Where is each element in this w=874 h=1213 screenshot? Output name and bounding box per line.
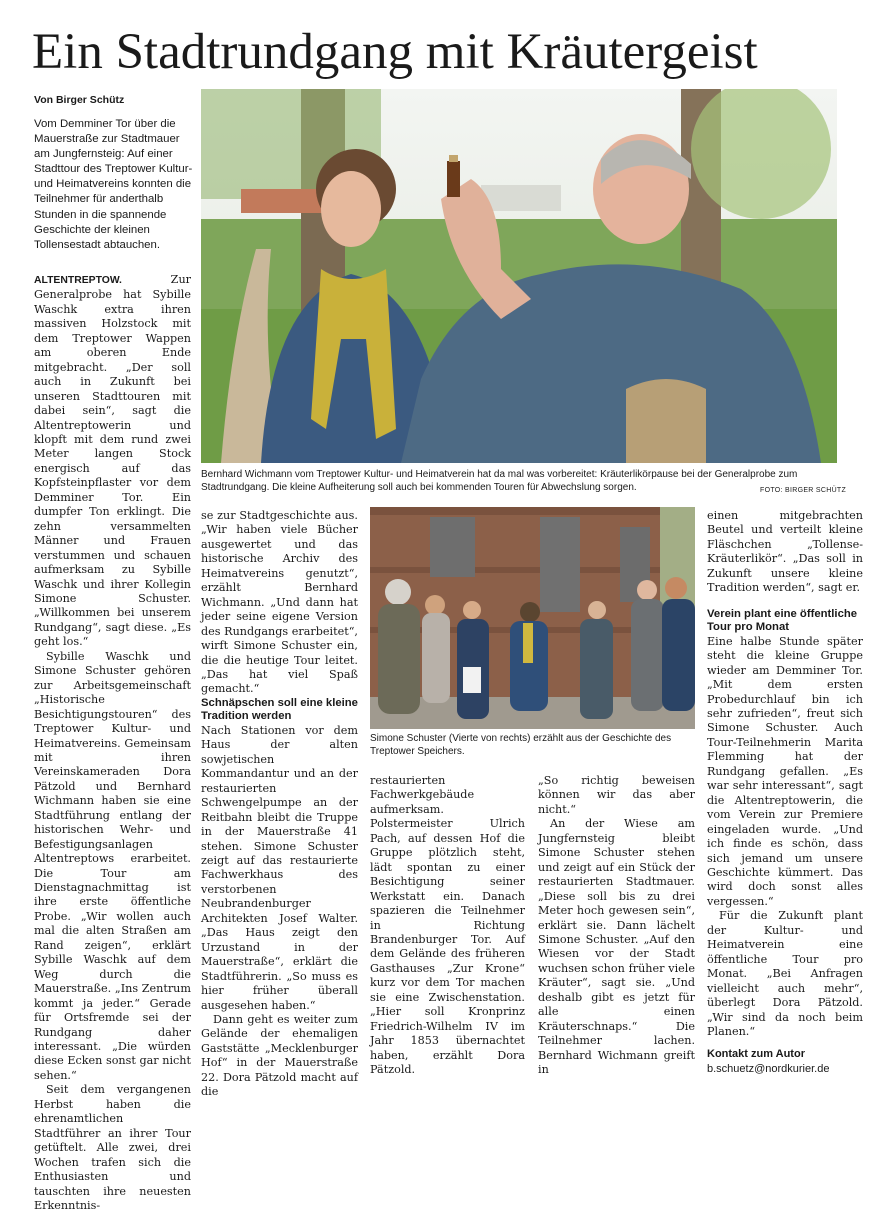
article-column-5 <box>707 509 863 1076</box>
col2-paragraph-2: Nach Stationen vor dem Haus der alten sowjetischen Kommandantur und an der restaurierten Schwengelpumpe an der Reitbahn bleibt die Truppe in der Mauerstraße 41 stehen. Simone Schuster zeigt auf das restaurierte Fachwerkhaus des verstorbenen Neubrandenburger Architekten Josef Walter. „Das Haus zeigt den Urzustand in der Mauerstraße“, erklärt die Stadtführerin. „So muss es hier früher überall ausgesehen haben.“ <box>201 723 358 1012</box>
intro-teaser: Vom Demminer Tor über die Mauerstraße zur Stadtmauer am Jungfernsteig: Auf einer Stadttour des Treptower Kultur- und Heimatvereins konnten die Teilnehmer für anderthalb Stunden in die spannende Geschichte der kleinen Tollensestadt abtauchen. <box>34 118 193 251</box>
col3-paragraph-1: restaurierten Fachwerkgebäude aufmerksam. Polstermeister Ulrich Pach, auf dessen Hof die Gruppe plötzlich steht, lädt spontan zu einer Besichtigung seiner Werkstatt ein. Danach spazieren die Teilnehmer in Richtung Brandenburger Tor. Auf dem Gelände des früheren Gasthauses „Zur Krone“ kurz vor dem Tor machen sie eine Zwischenstation. „Hier soll Kronprinz Friedrich-Wilhelm IV im Jahr 1853 übernachtet haben, erzählt Dora Pätzold. <box>370 774 525 1077</box>
col4-paragraph-2: An der Wiese am Jungfernsteig bleibt Simone Schuster stehen und zeigt auf ein Stück der restaurierten Stadtmauer. „Diese soll bis zu drei Meter hoch gewesen sein“, erklärt sie. Dann lächelt Simone Schuster. „Auf den Wiesen vor der Stadt wuchsen schon früher viele Kräuter“, sagt sie. „Und deshalb gibt es jetzt für alle einen Kräuterschnaps.“ Die Teilnehmer lachen. Bernhard Wichmann greift in <box>538 817 695 1077</box>
main-photo-caption: Bernhard Wichmann vom Treptower Kultur- und Heimatverein hat da mal was vorbereitet: Kräuterlikörpause bei der Generalprobe zum Stadtrundgang. Die kleine Aufheiterung soll auch bei kommenden Touren für Abwechslung sorgen. <box>201 469 798 494</box>
col5-paragraph-3: Für die Zukunft plant der Kultur- und Heimatverein eine öffentliche Tour pro Monat. „Bei Anfragen vielleicht auch mehr“, überlegt Dora Pätzold. „Wir sind da noch beim Planen.“ <box>707 909 863 1038</box>
subhead-tradition: Schnäpschen soll eine kleine Tradition werden <box>201 696 358 723</box>
col1-paragraph-3: Seit dem vergangenen Herbst haben die ehrenamtlichen Stadtführer an ihrer Tour getüftelt. Alle zwei, drei Wochen trafen sich die Enthusiasten und tauschten ihre neuesten Erkenntnis- <box>34 1083 191 1212</box>
col1-paragraph-2: Sybille Waschk und Simone Schuster gehören zur Arbeitsgemeinschaft „Historische Besichtigungstouren“ des Treptower Kultur- und Heimatvereins. Gemeinsam mit ihren Vereinskameraden Dora Pätzold und Bernhard Wichmann haben sie eine Stadtführung entlang der historischen Wehr- und Befestigungsanlagen Altentreptows erarbeitet. Die Tour am Dienstagnachmittag ist ihre erste öffentliche Probe. „Wir wollen auch mal die alten Straßen am Rand zeigen“, erklärt Sybille Waschk auf dem Weg durch die Mauerstraße. „Ins Zentrum kommt ja jeder.“ Gerade für Ortsfremde sei der Rundgang daher interessant. „Die würden diese Ecken sonst gar nicht sehen.“ <box>34 649 191 1082</box>
col5-paragraph-1: einen mitgebrachten Beutel und verteilt kleine Fläschchen „Tollense-Kräuterlikör“. „Das soll in Zukunft unsere kleine Tradition werden“, sagt er. <box>707 509 863 595</box>
col1-paragraph-1: Zur Generalprobe hat Sybille Waschk extra ihren massiven Holzstock mit dem Treptower Wappen am oberen Ende mitgebracht. „Der soll auch in Zukunft bei unseren Stadttouren mit dabei sein“, sagt die Altentreptowerin und klopft mit dem rund zwei Meter langen Stock energisch auf das Kopfsteinpflaster vor dem Demminer Tor. Ein dumpfer Ton erklingt. Die zehn versammelten Männer und Frauen verstummen und schauen aufmerksam zu Sybille Waschk und ihrer Kollegin Simone Schuster. „Willkommen bei unserem Rundgang“, sagt diese. „Es geht los.“ <box>34 273 191 649</box>
photo-credit: FOTO: BIRGER SCHÜTZ <box>760 487 847 494</box>
headline: Ein Stadtrundgang mit Kräutergeist <box>32 24 758 80</box>
col5-paragraph-2: Eine halbe Stunde später steht die kleine Gruppe wieder am Demminer Tor. „Mit dem ersten Probedurchlauf bin ich sehr zufrieden“, freut sich Simone Schuster. Auch Tour-Teilnehmerin Marita Flemming hat der Rundgang gefallen. „Es war sehr interessant“, sagt die Altentreptowerin, die vom Verein zur Premiere eingeladen wurde. „Und ich finde es schön, dass sich jemand um unsere Geschichte kümmert. Das wird doch sonst alles vergessen.“ <box>707 634 863 908</box>
article-column-1 <box>34 273 191 1213</box>
article-column-2 <box>201 509 358 1100</box>
group-photo-caption: Simone Schuster (Vierte von rechts) erzählt aus der Geschichte des Treptower Speichers. <box>370 733 672 758</box>
col2-paragraph-1: se zur Stadtgeschichte aus. „Wir haben viele Bücher ausgewertet und das historische Archiv des Heimatvereins genutzt“, erzählt Bernhard Wichmann. „Und dann hat jeder seine eigene Version des Rundgangs erarbeitet“, wirft Simone Schuster ein, die die heutige Tour leitet. „Das hat viel Spaß gemacht.“ <box>201 509 358 696</box>
main-photo <box>201 89 837 463</box>
contact-email[interactable]: b.schuetz@nordkurier.de <box>707 1062 830 1075</box>
byline: Von Birger Schütz <box>34 94 125 106</box>
dateline: ALTENTREPTOW. <box>34 275 122 286</box>
col4-paragraph-1: „So richtig beweisen können wir das aber nicht.“ <box>538 774 695 816</box>
subhead-tour: Verein plant eine öffentliche Tour pro Monat <box>707 607 858 634</box>
article-column-4 <box>538 774 695 1078</box>
col2-paragraph-3: Dann geht es weiter zum Gelände der ehemaligen Gaststätte „Mecklenburger Hof“ in der Mauerstraße 22. Dora Pätzold macht auf die <box>201 1012 358 1099</box>
contact-heading: Kontakt zum Autor <box>707 1048 805 1061</box>
group-photo <box>370 507 695 729</box>
article-column-3 <box>370 774 525 1078</box>
